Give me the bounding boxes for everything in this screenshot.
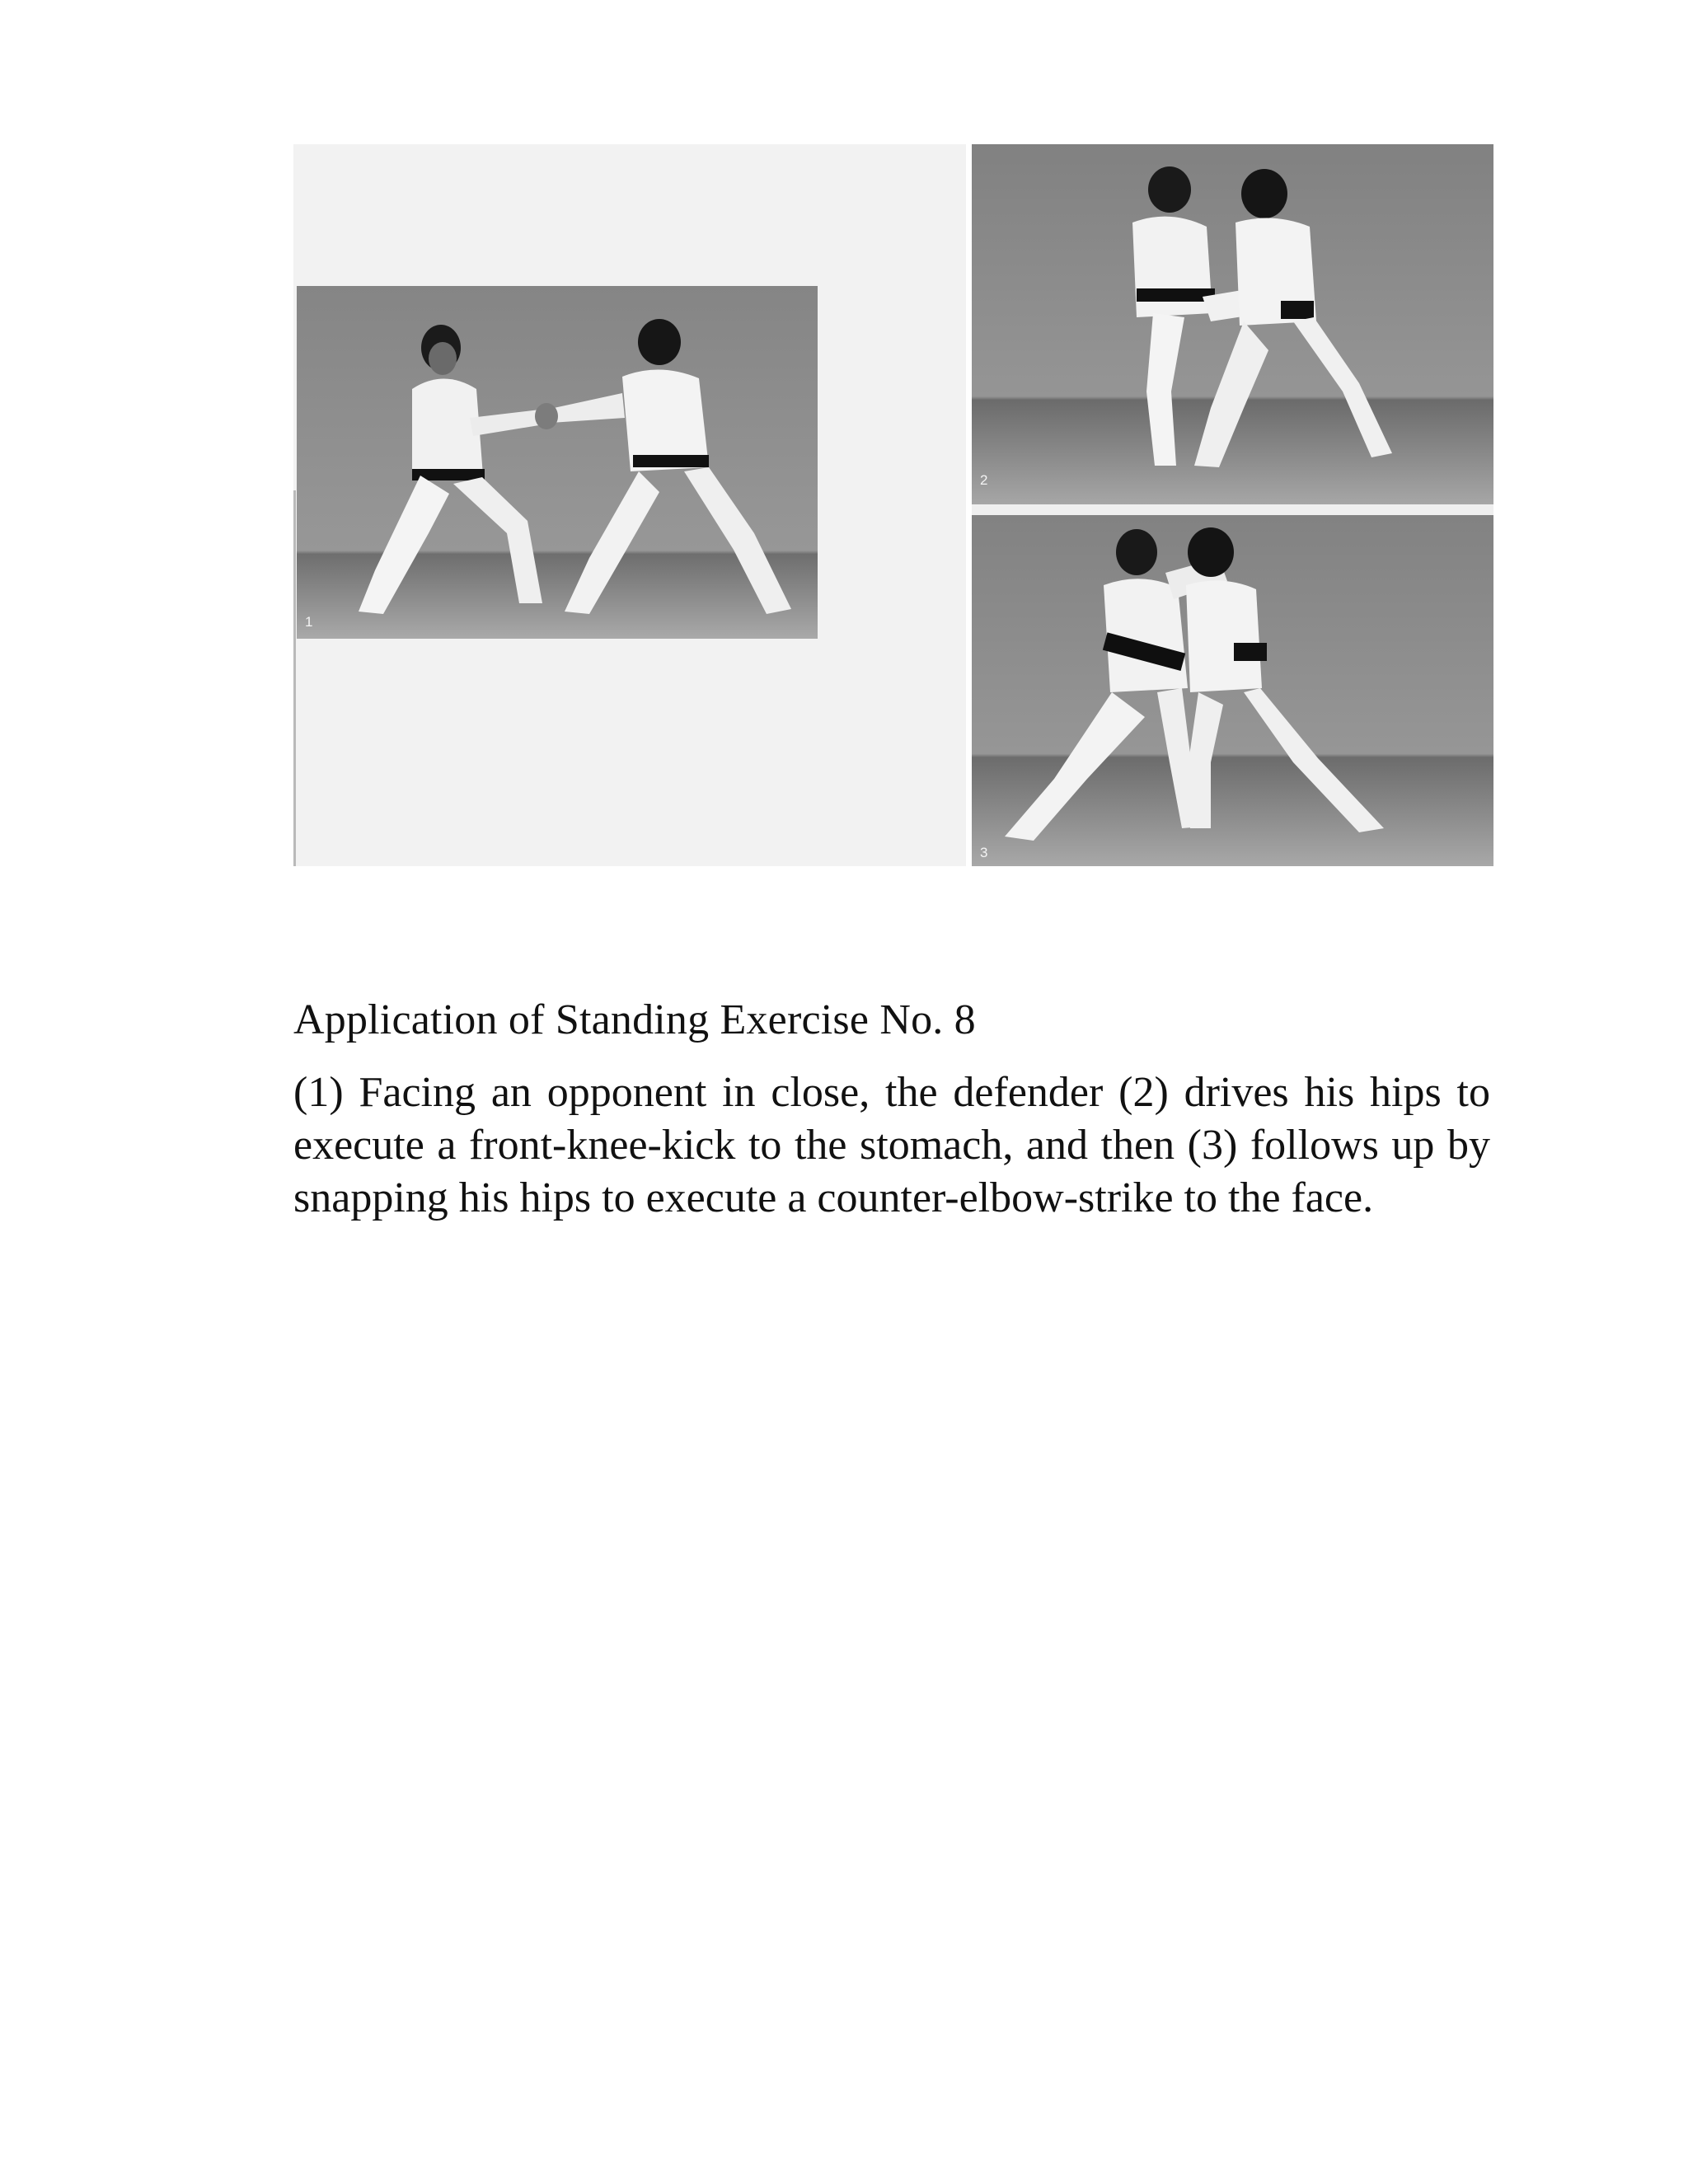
panel-edge-line bbox=[293, 490, 296, 866]
photo-divider bbox=[972, 504, 1493, 515]
karate-photo-3 bbox=[972, 515, 1493, 866]
caption-text-block bbox=[293, 994, 1490, 1225]
photo-figure bbox=[293, 144, 1493, 866]
karate-photo-2 bbox=[972, 144, 1493, 504]
caption-heading: Application of Standing Exercise No. 8 bbox=[293, 996, 976, 1043]
photo-number-2: 2 bbox=[980, 472, 988, 488]
caption-body: (1) Facing an opponent in close, the defender (2) drives his hips to execute a front-knee-kick to the stomach, and then (3) follows up by snapping his hips to execute a counter-elbow-strike to the face. bbox=[293, 1069, 1490, 1221]
photo-number-1: 1 bbox=[305, 614, 313, 630]
photo-number-3: 3 bbox=[980, 845, 988, 860]
karate-photo-1 bbox=[297, 286, 818, 639]
